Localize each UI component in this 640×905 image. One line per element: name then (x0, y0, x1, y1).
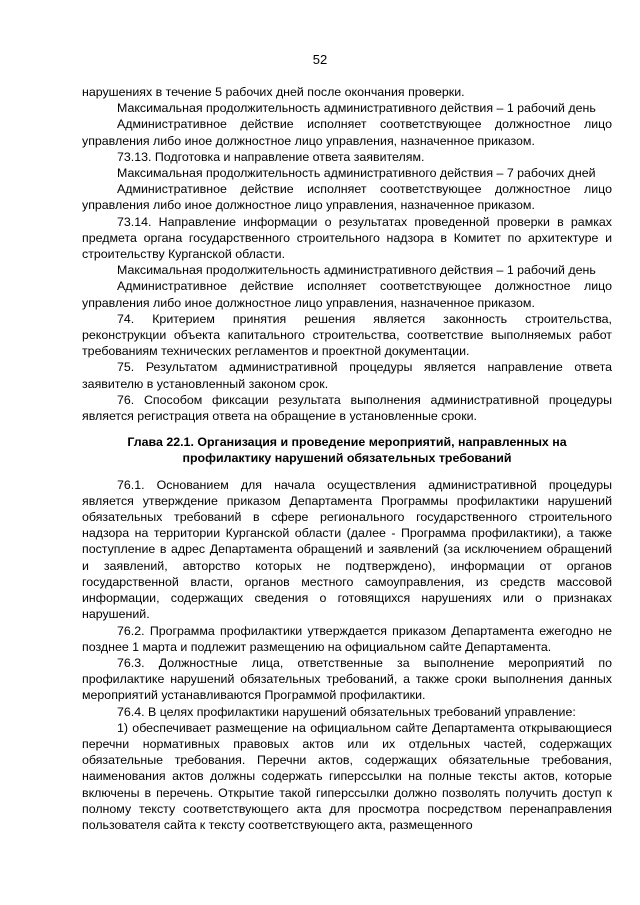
paragraph: Административное действие исполняет соответствующее должностное лицо управления либо иное должностное лицо управления, назначенное приказом. (82, 117, 612, 148)
paragraph: Максимальная продолжительность административного действия – 1 рабочий день (117, 263, 596, 278)
paragraph: нарушениях в течение 5 рабочих дней после окончания проверки. (82, 85, 465, 99)
document-body (82, 84, 612, 833)
paragraph: 76.3. Должностные лица, ответственные за выполнение мероприятий по профилактике нарушений обязательных требований, а также сроки выполнения данных мероприятий устанавливаются Программой профилактики. (82, 655, 612, 703)
paragraph: 76.4. В целях профилактики нарушений обязательных требований управление: (117, 704, 576, 719)
paragraph: Максимальная продолжительность административного действия – 7 рабочих дней (117, 166, 596, 181)
paragraph: 75. Результатом административной процедуры является направление ответа заявителю в установленный законом срок. (82, 360, 612, 391)
chapter-heading-line1: Глава 22.1. Организация и проведение мероприятий, направленных на (127, 435, 567, 450)
chapter-heading-line2: профилактику нарушений обязательных требований (182, 451, 512, 466)
paragraph: Административное действие исполняет соответствующее должностное лицо управления либо иное должностное лицо управления, назначенное приказом. (82, 182, 612, 213)
section-top (82, 84, 612, 424)
paragraph: Административное действие исполняет соответствующее должностное лицо управления либо иное должностное лицо управления, назначенное приказом. (82, 279, 612, 310)
paragraph: 74. Критерием принятия решения является законность строительства, реконструкции объекта капитального строительства, соответствие выполняемых работ требованиям технических регламентов и проектной документации. (82, 311, 612, 359)
paragraph: 76.1. Основанием для начала осуществления административной процедуры является утверждение приказом Департамента Программы профилактики нарушений обязательных требований в сфере регионального государственного строительного надзора на территории Курганской области (далее - Программа профилактики), а также поступление в адрес Департамента обращений и заявлений (за исключением обращений и заявлений, авторство которых не подтверждено), информации от органов государственной власти, органов местного самоуправления, из средств массовой информации, содержащих сведения о готовящихся нарушениях или о признаках нарушений. (82, 477, 612, 622)
page-number: 52 (312, 52, 328, 67)
paragraph: 76. Способом фиксации результата выполнения административной процедуры является регистрация ответа на обращение в установленные сроки. (82, 392, 612, 424)
section-bottom (82, 477, 612, 833)
paragraph: 1) обеспечивает размещение на официальном сайте Департамента открывающиеся перечни нормативных правовых актов или их отдельных частей, содержащих обязательные требования. Перечни актов, содержащих обязательные требования, наименования актов должны содержать гиперссылки на полные тексты актов, которые включены в перечень. Открытие такой гиперссылки должно позволять получить доступ к полному тексту соответствующего акта для просмотра посредством перенаправления пользователя сайта к тексту соответствующего акта, размещенного (82, 720, 612, 832)
paragraph: 76.2. Программа профилактики утверждается приказом Департамента ежегодно не позднее 1 марта и подлежит размещению на официальном сайте Департамента. (82, 623, 612, 654)
paragraph: Максимальная продолжительность административного действия – 1 рабочий день (117, 101, 596, 116)
paragraph: 73.14. Направление информации о результатах проведенной проверки в рамках предмета органа государственного строительного надзора в Комитет по архитектуре и строительству Курганской области. (82, 214, 612, 262)
paragraph: 73.13. Подготовка и направление ответа заявителям. (117, 149, 425, 164)
chapter-heading (82, 434, 612, 466)
